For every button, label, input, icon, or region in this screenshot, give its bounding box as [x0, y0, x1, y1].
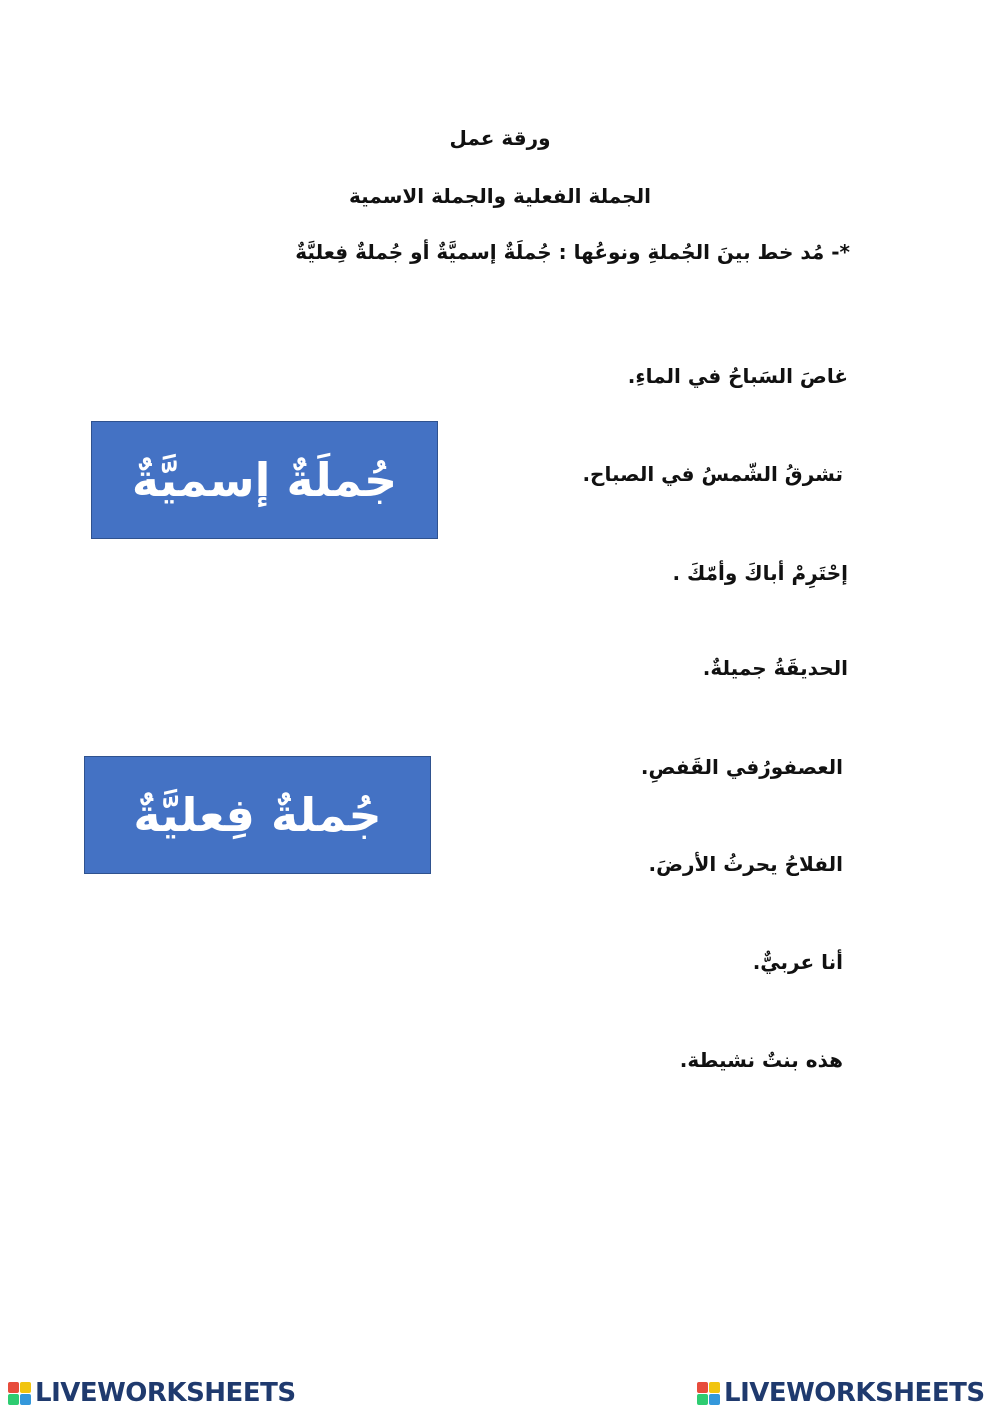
- sentence-7: أنا عربيٌّ.: [752, 950, 843, 974]
- page-subtitle: الجملة الفعلية والجملة الاسمية: [349, 184, 651, 208]
- brand-left-text: LIVEWORKSHEETS: [35, 1378, 296, 1408]
- brand-left[interactable]: [8, 1378, 296, 1408]
- sentence-4: الحديقَةُ جميلةٌ.: [702, 656, 848, 680]
- sentence-3: إحْتَرِمْ أباكَ وأمّكَ .: [672, 561, 848, 585]
- sentence-6: الفلاحُ يحرثُ الأرضَ.: [648, 852, 843, 876]
- brand-right[interactable]: [697, 1378, 985, 1408]
- sentence-1: غاصَ السَباحُ في الماءِ.: [627, 364, 848, 388]
- sentence-2: تشرقُ الشّمسُ في الصباح.: [582, 462, 843, 486]
- brand-right-text: LIVEWORKSHEETS: [724, 1378, 985, 1408]
- liveworksheets-logo-icon: [8, 1382, 31, 1405]
- instruction-text: *- مُد خط بينَ الجُملةِ ونوعُها : جُملَةٌ إسميَّةٌ أو جُملةٌ فِعليَّةٌ: [295, 240, 850, 264]
- liveworksheets-logo-icon: [697, 1382, 720, 1405]
- sentence-5: العصفورُفي القَفصِ.: [640, 755, 843, 779]
- answer-verbal-box[interactable]: جُملةٌ فِعليَّةٌ: [84, 756, 431, 874]
- sentence-8: هذه بنتٌ نشيطة.: [679, 1048, 843, 1072]
- page-title: ورقة عمل: [449, 126, 551, 150]
- answer-nominal-box[interactable]: جُملَةٌ إسميَّةٌ: [91, 421, 438, 539]
